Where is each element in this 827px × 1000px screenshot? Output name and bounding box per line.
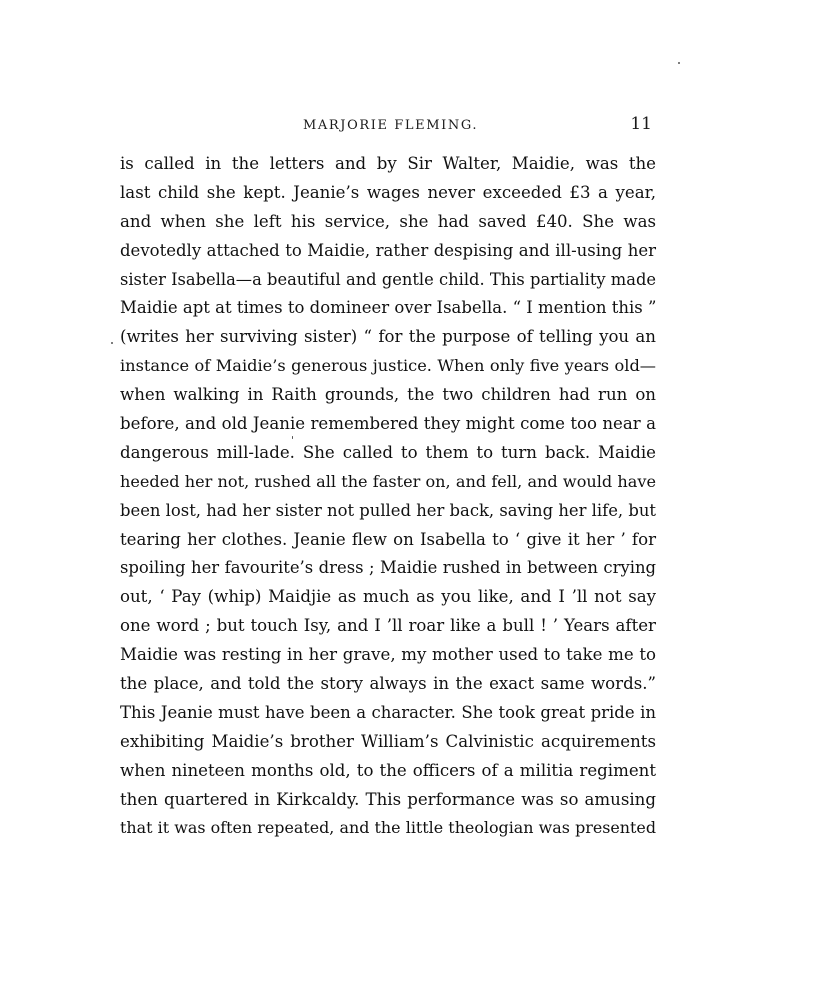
text-line: then quartered in Kirkcaldy. This performance was so amusing bbox=[120, 789, 656, 809]
text-line: when walking in Raith grounds, the two children had run on bbox=[120, 385, 656, 405]
page-number: 11 bbox=[630, 114, 652, 134]
text-line: and when she left his service, she had saved £40. She was bbox=[120, 211, 656, 231]
text-line: Maidie apt at times to domineer over Isabella. “ I mention this ” bbox=[120, 298, 657, 318]
text-line: before, and old Jeanie remembered they might come too near a bbox=[120, 414, 656, 434]
paper-speck bbox=[678, 62, 680, 64]
text-line: last child she kept. Jeanie’s wages never exceeded £3 a year, bbox=[120, 182, 656, 202]
text-line: spoiling her favourite’s dress ; Maidie rushed in between crying bbox=[120, 558, 656, 578]
text-line: is called in the letters and by Sir Walter, Maidie, was the bbox=[120, 154, 656, 173]
paper-speck bbox=[111, 342, 113, 344]
running-title: MARJORIE FLEMING. bbox=[303, 118, 479, 133]
text-line: This Jeanie must have been a character. She took great pride in bbox=[120, 702, 656, 722]
text-line: out, ‘ Pay (whip) Maidjie as much as you like, and I ’ll not say bbox=[120, 587, 656, 607]
text-line: instance of Maidie’s generous justice. When only five years old— bbox=[120, 356, 656, 376]
text-line: been lost, had her sister not pulled her back, saving her life, but bbox=[120, 500, 656, 520]
text-line: dangerous mill-lade. She called to them to turn back. Maidie bbox=[120, 442, 656, 462]
running-head bbox=[120, 114, 656, 138]
text-line: devotedly attached to Maidie, rather despising and ill-using her bbox=[120, 240, 656, 260]
text-line: Maidie was resting in her grave, my mother used to take me to bbox=[120, 645, 656, 665]
text-line: exhibiting Maidie’s brother William’s Calvinistic acquirements bbox=[120, 731, 656, 751]
text-line: that it was often repeated, and the little theologian was presented bbox=[120, 818, 656, 838]
paper-speck bbox=[292, 436, 293, 439]
text-line: the place, and told the story always in the exact same words.” bbox=[120, 674, 656, 694]
body-text bbox=[120, 150, 656, 843]
text-line: (writes her surviving sister) “ for the purpose of telling you an bbox=[120, 327, 656, 347]
text-line: heeded her not, rushed all the faster on, and fell, and would have bbox=[120, 471, 656, 491]
text-line: tearing her clothes. Jeanie flew on Isabella to ‘ give it her ’ for bbox=[120, 529, 656, 549]
text-line: sister Isabella—a beautiful and gentle child. This partiality made bbox=[120, 269, 656, 289]
text-line: when nineteen months old, to the officers of a militia regiment bbox=[120, 760, 656, 780]
text-line: one word ; but touch Isy, and I ’ll roar like a bull ! ’ Years after bbox=[120, 616, 656, 636]
